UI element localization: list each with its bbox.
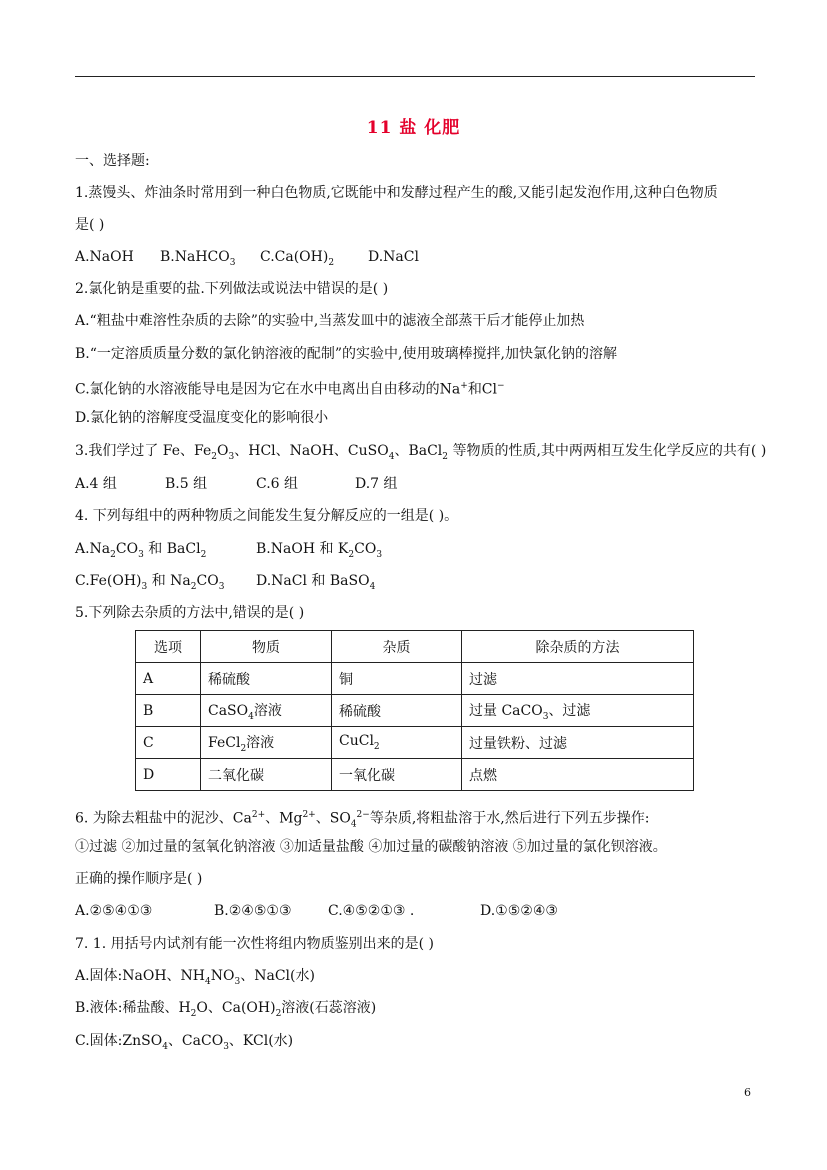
- cell-option: D: [136, 759, 201, 791]
- q4-option-d: D.NaCl 和 BaSO$_4$: [256, 573, 376, 592]
- q6-stem: 6. 为除去粗盐中的泥沙、$Ca^{2+}$、$Mg^{2+}$、$SO_4^{2-}$等杂质,将粗盐溶于水,然后进行下列五步操作:: [75, 810, 650, 830]
- q4-option-a: $A.Na_2CO_3$ 和 BaCl$_2$: [75, 541, 207, 560]
- cell-substance: CaSO$_4$溶液: [201, 695, 332, 727]
- cell-impurity: 铜: [332, 663, 462, 695]
- q3-option-c: C.6 组: [256, 476, 299, 492]
- cell-option: B: [136, 695, 201, 727]
- q7-option-a: A.固体:NaOH、$NH_4NO_3$、NaCl(水): [75, 968, 315, 987]
- q4-stem: 4. 下列每组中的两种物质之间能发生复分解反应的一组是( )。: [75, 508, 459, 524]
- table-row: [136, 695, 694, 727]
- q6-option-c: C.④⑤②①③ .: [328, 903, 415, 919]
- table-row: [136, 727, 694, 759]
- q3-option-d: D.7 组: [355, 476, 398, 492]
- impurity-table: [135, 630, 694, 791]
- page-title: 11 盐 化肥: [366, 118, 461, 138]
- header-method: 除杂质的方法: [462, 631, 694, 663]
- q1-option-b: B.NaHCO$_3$: [160, 249, 236, 268]
- q1-stem: 1.蒸馒头、炸油条时常用到一种白色物质,它既能中和发酵过程产生的酸,又能引起发泡作用,这种白色物质: [75, 185, 718, 201]
- cell-substance: 稀硫酸: [201, 663, 332, 695]
- header-substance: 物质: [201, 631, 332, 663]
- q6-option-d: D.①⑤②④③: [480, 903, 558, 919]
- cell-method: 点燃: [462, 759, 694, 791]
- cell-option: A: [136, 663, 201, 695]
- q2-option-a: A.“粗盐中难溶性杂质的去除”的实验中,当蒸发皿中的滤液全部蒸干后才能停止加热: [75, 313, 585, 329]
- table-row: [136, 663, 694, 695]
- q5-stem: 5.下列除去杂质的方法中,错误的是( ): [75, 605, 305, 621]
- section-heading: 一、选择题:: [75, 153, 150, 169]
- header-impurity: 杂质: [332, 631, 462, 663]
- q3-option-b: B.5 组: [165, 476, 208, 492]
- q7-option-b: B.液体:稀盐酸、$H_2O$、$Ca(OH)_2$溶液(石蕊溶液): [75, 1000, 377, 1019]
- cell-substance: FeCl$_2$溶液: [201, 727, 332, 759]
- q1-option-d: D.NaCl: [368, 249, 419, 265]
- q1-stem-cont: 是( ): [75, 217, 105, 233]
- table-header-row: [136, 631, 694, 663]
- header-rule: [75, 76, 755, 77]
- cell-method: 过量铁粉、过滤: [462, 727, 694, 759]
- q4-option-b: B.NaOH 和 $K_2CO_3$: [256, 541, 383, 560]
- q3-stem: 3.我们学过了 Fe、$Fe_2O_3$、HCl、NaOH、CuSO$_4$、BaCl$_2$ 等物质的性质,其中两两相互发生化学反应的共有( ): [75, 443, 767, 462]
- cell-impurity: 稀硫酸: [332, 695, 462, 727]
- header-option: 选项: [136, 631, 201, 663]
- q7-option-c: C.固体:ZnSO$_4$、CaCO$_3$、KCl(水): [75, 1033, 294, 1052]
- q6-operations: ①过滤 ②加过量的氢氧化钠溶液 ③加适量盐酸 ④加过量的碳酸钠溶液 ⑤加过量的氯化钡溶液。: [75, 839, 667, 855]
- q3-option-a: A.4 组: [75, 476, 117, 492]
- table-row: [136, 759, 694, 791]
- page-number: 6: [744, 1086, 751, 1099]
- q2-stem: 2.氯化钠是重要的盐.下列做法或说法中错误的是( ): [75, 281, 389, 297]
- q1-option-a: A.NaOH: [75, 249, 134, 265]
- q6-option-b: B.②④⑤①③: [214, 903, 292, 919]
- q4-option-c: $C.Fe(OH)_3$ 和 $Na_2CO_3$: [75, 573, 225, 592]
- cell-impurity: 一氧化碳: [332, 759, 462, 791]
- q2-option-c: C.氯化钠的水溶液能导电是因为它在水中电离出自由移动的Na+和Cl−: [75, 381, 505, 398]
- q6-option-a: A.②⑤④①③: [75, 903, 153, 919]
- cell-option: C: [136, 727, 201, 759]
- q1-option-c: $C.Ca(OH)_2$: [260, 249, 335, 268]
- q2-option-b: B.“一定溶质质量分数的氯化钠溶液的配制”的实验中,使用玻璃棒搅拌,加快氯化钠的溶解: [75, 346, 617, 362]
- cell-substance: 二氧化碳: [201, 759, 332, 791]
- q2-option-d: D.氯化钠的溶解度受温度变化的影响很小: [75, 410, 329, 426]
- cell-method: 过量 CaCO$_3$、过滤: [462, 695, 694, 727]
- q7-stem: 7. 1. 用括号内试剂有能一次性将组内物质鉴别出来的是( ): [75, 936, 434, 952]
- cell-method: 过滤: [462, 663, 694, 695]
- cell-impurity: CuCl$_2$: [332, 727, 462, 759]
- q6-ask: 正确的操作顺序是( ): [75, 871, 203, 887]
